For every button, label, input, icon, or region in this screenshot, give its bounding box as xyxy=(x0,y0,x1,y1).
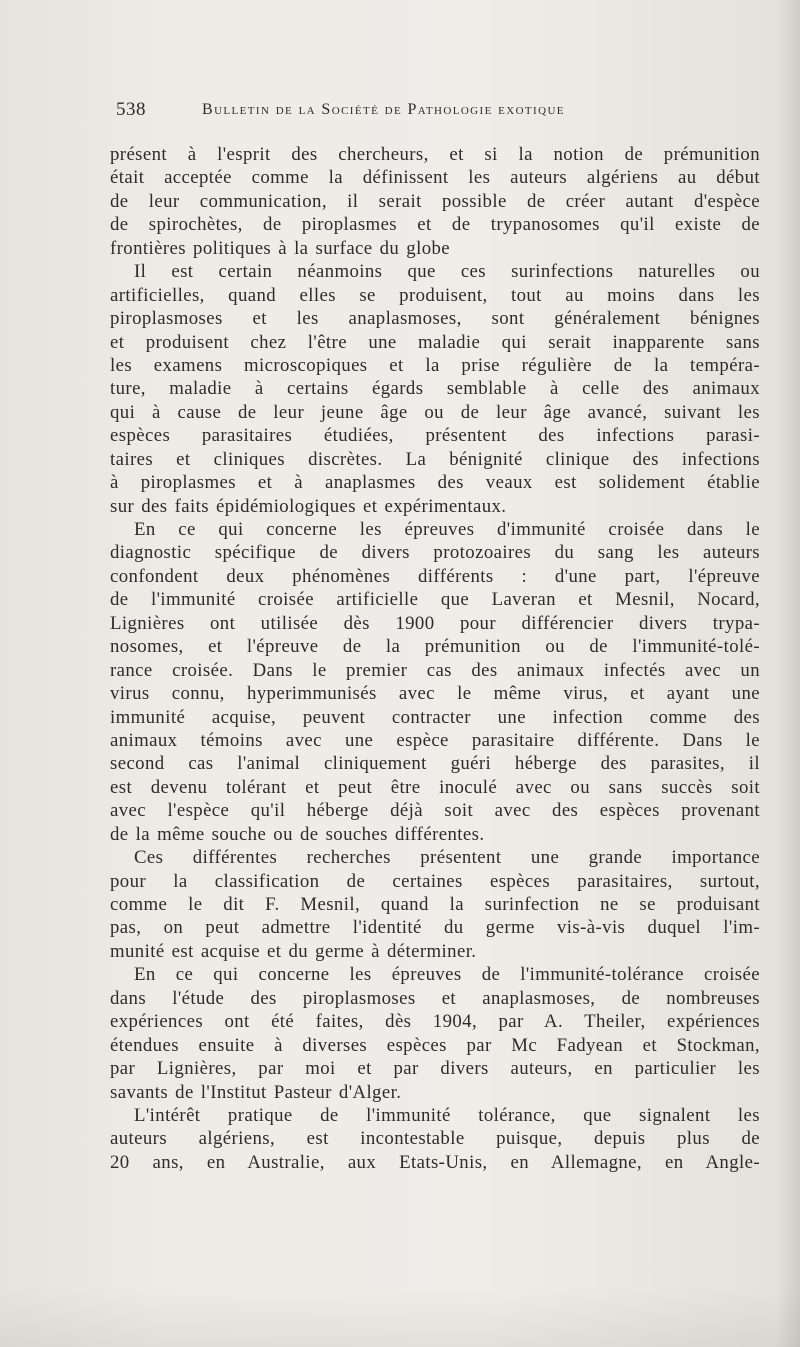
text-line: L'intérêt pratique de l'immunité tolérance, que signalent les xyxy=(134,1104,760,1126)
text-line: 20 ans, en Australie, aux Etats-Unis, en Allemagne, en Angle- xyxy=(110,1151,760,1173)
text-line: En ce qui concerne les épreuves de l'immunité-tolérance croisée xyxy=(134,964,760,986)
text-line: artificielles, quand elles se produisent, tout au moins dans les xyxy=(110,284,760,306)
text-line: animaux témoins avec une espèce parasitaire différente. Dans le xyxy=(110,729,760,751)
text-line: avec l'espèce qu'il héberge déjà soit avec des espèces provenant xyxy=(110,800,760,822)
text-line: pas, on peut admettre l'identité du germe vis-à-vis duquel l'im- xyxy=(110,917,760,939)
text-line: En ce qui concerne les épreuves d'immunité croisée dans le xyxy=(134,519,760,540)
text-line: immunité acquise, peuvent contracter une infection comme des xyxy=(110,706,760,728)
text-line: ture, maladie à certains égards semblable à celle des animaux xyxy=(110,378,760,400)
text-line: sur des faits épidémiologiques et expérimentaux. xyxy=(110,495,507,517)
text-line: les examens microscopiques et la prise régulière de la tempéra- xyxy=(110,354,760,376)
text-line: est devenu tolérant et peut être inoculé avec ou sans succès soit xyxy=(110,776,760,798)
text-line: dans l'étude des piroplasmoses et anaplasmoses, de nombreuses xyxy=(110,987,760,1009)
text-line: nosomes, et l'épreuve de la prémunition ou de l'immunité-tolé- xyxy=(110,636,760,658)
text-line: Lignières ont utilisée dès 1900 pour différencier divers trypa- xyxy=(110,612,760,634)
text-line: présent à l'esprit des chercheurs, et si la notion de prémunition xyxy=(110,144,760,165)
text-line: et produisent chez l'être une maladie qui serait inapparente sans xyxy=(110,331,760,353)
text-line: expériences ont été faites, dès 1904, par A. Theiler, expériences xyxy=(110,1011,760,1033)
text-line: frontières politiques à la surface du globe xyxy=(110,237,451,259)
text-line: Ces différentes recherches présentent une grande importance xyxy=(134,847,760,869)
running-header xyxy=(116,99,676,129)
text-line: par Lignières, par moi et par divers auteurs, en particulier les xyxy=(110,1058,760,1080)
text-line: était acceptée comme la définissent les auteurs algériens au début xyxy=(110,167,760,189)
text-line: de l'immunité croisée artificielle que Laveran et Mesnil, Nocard, xyxy=(110,589,760,611)
text-line: diagnostic spécifique de divers protozoaires du sang les auteurs xyxy=(110,542,760,564)
text-line: de leur communication, il serait possible de créer autant d'espèce xyxy=(110,190,760,212)
text-line: étendues ensuite à diverses espèces par Mc Fadyean et Stockman, xyxy=(110,1034,760,1056)
text-line: second cas l'animal cliniquement guéri héberge des parasites, il xyxy=(110,753,760,775)
body-text xyxy=(110,143,760,1174)
text-line: qui à cause de leur jeune âge ou de leur âge avancé, suivant les xyxy=(110,401,760,423)
page-number: 538 xyxy=(116,99,146,120)
text-line: virus connu, hyperimmunisés avec le même virus, et ayant une xyxy=(110,683,760,705)
text-line: pour la classification de certaines espèces parasitaires, surtout, xyxy=(110,870,760,892)
text-line: auteurs algériens, est incontestable puisque, depuis plus de xyxy=(110,1128,760,1150)
page-bottom-shadow xyxy=(0,1287,800,1347)
text-line: de la même souche ou de souches différentes. xyxy=(110,823,485,845)
text-line: à piroplasmes et à anaplasmes des veaux est solidement établie xyxy=(110,472,760,494)
text-line: Il est certain néanmoins que ces surinfections naturelles ou xyxy=(134,261,760,283)
page-edge-shadow xyxy=(776,0,800,1347)
text-line: confondent deux phénomènes différents : d'une part, l'épreuve xyxy=(110,565,760,587)
text-line: savants de l'Institut Pasteur d'Alger. xyxy=(110,1081,402,1103)
running-title: Bulletin de la Société de Pathologie exotique xyxy=(202,101,565,118)
text-line: munité est acquise et du germe à déterminer. xyxy=(110,940,477,962)
text-line: espèces parasitaires étudiées, présentent des infections parasi- xyxy=(110,425,760,447)
text-line: comme le dit F. Mesnil, quand la surinfection ne se produisant xyxy=(110,894,760,915)
text-line: piroplasmoses et les anaplasmoses, sont généralement bénignes xyxy=(110,308,760,330)
text-line: de spirochètes, de piroplasmes et de trypanosomes qu'il existe de xyxy=(110,214,760,236)
text-line: taires et cliniques discrètes. La bénignité clinique des infections xyxy=(110,448,760,470)
text-line: rance croisée. Dans le premier cas des animaux infectés avec un xyxy=(110,659,760,681)
